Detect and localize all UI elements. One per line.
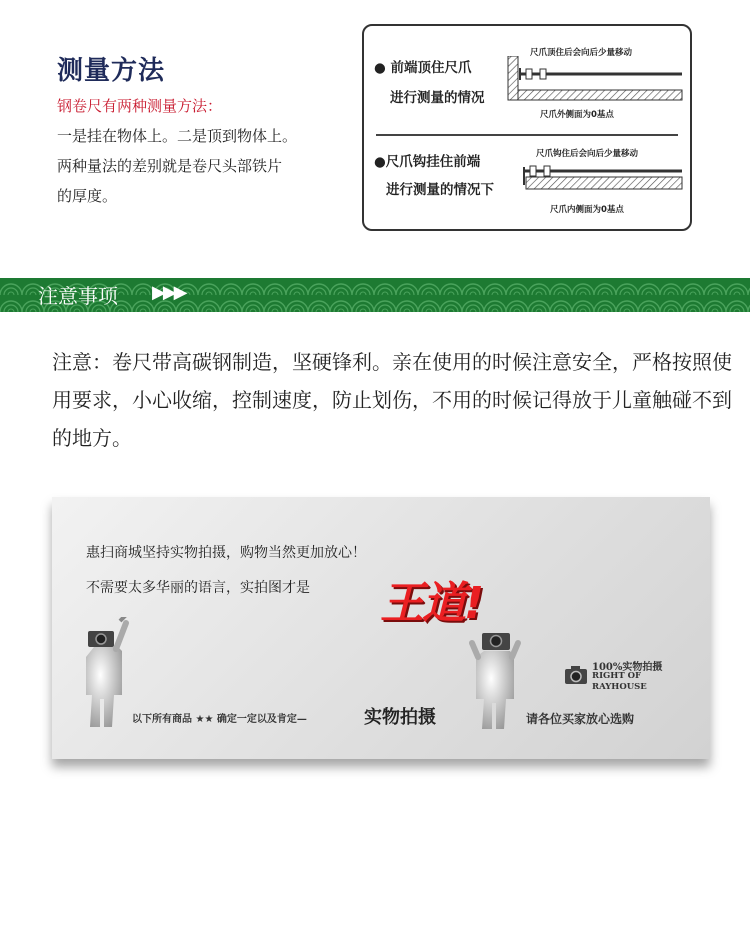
measure-subtitle: 钢卷尺有两种测量方法： (57, 97, 223, 115)
measure-line-3: 的厚度。 (57, 187, 118, 205)
real-photo-banner (52, 497, 710, 759)
diagram-row1-label-2: 进行测量的情况 (390, 90, 485, 106)
photographer-figure-icon (76, 617, 136, 732)
measure-diagram (362, 24, 692, 231)
camera-icon (564, 665, 588, 685)
measure-line-1: 一是挂在物体上。二是顶到物体上。 (57, 127, 298, 145)
badge-right-of: RIGHT OF (592, 671, 642, 681)
photo-banner-bottom-left: 以下所有商品 ★★ 确定一定以及肯定— (132, 714, 307, 725)
diagram-row2-note-bottom: 尺爪内侧面为0基点 (550, 205, 624, 215)
badge-real-photo: 100%实物拍摄 (592, 662, 663, 673)
photo-banner-bottom-right: 请各位买家放心选购 (526, 712, 635, 726)
photographer-figure-icon (466, 623, 528, 735)
tape-hook-illustration (514, 159, 684, 201)
diagram-row2-label-2: 进行测量的情况下 (386, 182, 494, 198)
section-title-measure: 测量方法 (57, 56, 166, 86)
measure-line-2: 两种量法的差别就是卷尺头部铁片 (57, 157, 283, 175)
diagram-row1-note-top: 尺爪顶住后会向后少量移动 (530, 48, 633, 58)
caution-text: 注意：卷尺带高碳钢制造，坚硬锋利。亲在使用的时候注意安全，严格按照使用要求，小心收缩，控制速度，防止划伤，不用的时候记得放于儿童触碰不到的地方。 (52, 350, 732, 450)
photo-banner-highlight: 王道! (380, 578, 483, 629)
diagram-row1-label-1: ● 前端顶住尺爪 (374, 60, 472, 76)
tape-push-illustration (504, 56, 684, 106)
section-banner (0, 278, 750, 312)
banner-title: 注意事项 (38, 284, 118, 308)
photo-banner-bottom-emphasis: 实物拍摄 (364, 707, 436, 728)
arrows-icon: ▶▶▶ (152, 282, 185, 303)
diagram-row2-label-1: ●尺爪钩挂住前端 (374, 154, 481, 170)
diagram-divider (376, 134, 678, 136)
diagram-row1-note-bottom: 尺爪外侧面为0基点 (540, 110, 614, 120)
photo-banner-line-2: 不需要太多华丽的语言，实拍图才是 (86, 580, 310, 596)
photo-banner-line-1: 惠扫商城坚持实物拍摄，购物当然更加放心！ (86, 545, 366, 561)
diagram-row2-note-top: 尺爪钩住后会向后少量移动 (536, 149, 639, 159)
badge-rayhouse: RAYHOUSE (592, 682, 647, 692)
